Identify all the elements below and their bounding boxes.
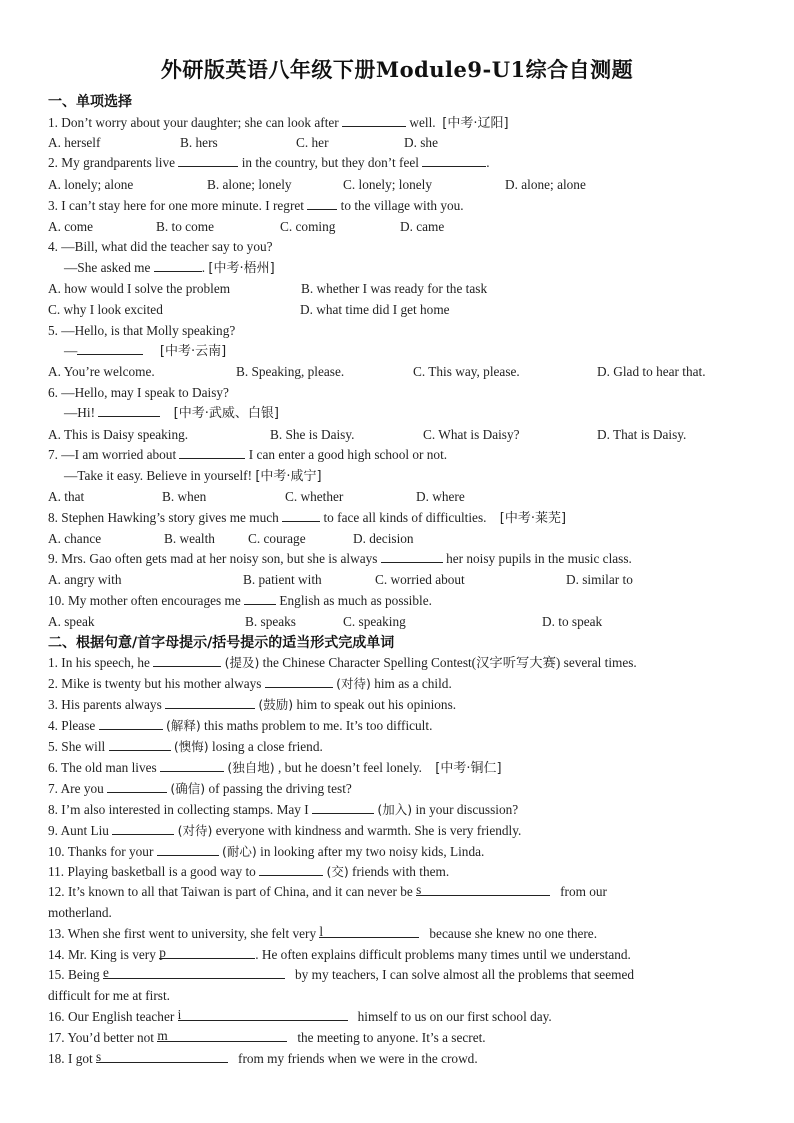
question-stem: 2. My grandparents live: [48, 155, 176, 170]
question-4-line2: [64, 259, 275, 277]
option-d[interactable]: D. to speak: [542, 614, 603, 629]
question-text: well.: [409, 115, 436, 130]
question-text: by my teachers, I can solve almost all the problems that seemed: [295, 967, 634, 982]
first-letter-hint: i: [177, 1007, 182, 1022]
fill-question-13: [48, 925, 597, 942]
question-stem: 1. Don’t worry about your daughter; she can look after: [48, 115, 339, 130]
option-d[interactable]: D. what time did I get home: [300, 302, 450, 317]
option-b[interactable]: B. to come: [156, 219, 214, 234]
question-7-line2: [64, 467, 322, 485]
question-text: of passing the driving test?: [208, 781, 352, 796]
option-d[interactable]: D. Glad to hear that.: [597, 364, 706, 379]
answer-blank[interactable]: [342, 114, 406, 127]
section-heading-choice: 一、单项选择: [48, 94, 132, 110]
question-text: I can enter a good high school or not.: [248, 447, 448, 462]
option-a[interactable]: A. herself: [48, 135, 101, 150]
fill-question-12: [48, 883, 607, 900]
option-c[interactable]: C. whether: [285, 489, 344, 504]
option-a[interactable]: A. how would I solve the problem: [48, 281, 231, 296]
question-stem: 9. Mrs. Gao often gets mad at her noisy son, but she is always: [48, 551, 378, 566]
question-stem: 7. —I am worried about: [48, 447, 177, 462]
bracket-hint: (鼓励): [258, 697, 294, 712]
option-d[interactable]: D. she: [404, 135, 438, 150]
option-c[interactable]: C. her: [296, 135, 329, 150]
question-2: [48, 154, 490, 171]
question-6: 6. —Hello, may I speak to Daisy?: [48, 385, 229, 400]
answer-blank[interactable]: [157, 1029, 287, 1042]
answer-blank[interactable]: [99, 717, 163, 730]
answer-blank[interactable]: [244, 592, 276, 605]
question-stem: 9. Aunt Liu: [48, 823, 109, 838]
question-stem: 3. His parents always: [48, 697, 162, 712]
question-text: , but he doesn’t feel lonely.: [277, 760, 422, 775]
question-text: in the country, but they don’t feel: [241, 155, 419, 170]
answer-blank[interactable]: [112, 822, 174, 835]
option-b[interactable]: B. speaks: [245, 614, 296, 629]
option-c[interactable]: C. What is Daisy?: [423, 427, 520, 442]
source-tag: [中考·铜仁]: [435, 761, 502, 776]
question-stem: 3. I can’t stay here for one more minute. I regret: [48, 198, 304, 213]
question-text: losing a close friend.: [212, 739, 323, 754]
question-stem: 10. My mother often encourages me: [48, 593, 241, 608]
option-b[interactable]: B. alone; lonely: [207, 177, 292, 192]
option-c[interactable]: C. coming: [280, 219, 336, 234]
bracket-hint: (对待): [336, 676, 371, 691]
question-7: [48, 446, 447, 463]
source-tag: [中考·咸宁]: [255, 469, 322, 484]
question-text: in your discussion?: [415, 802, 519, 817]
question-text: to face all kinds of difficulties.: [323, 510, 487, 525]
fill-question-1: [48, 654, 637, 671]
answer-blank[interactable]: [165, 696, 255, 709]
option-a[interactable]: A. angry with: [48, 572, 122, 587]
answer-blank[interactable]: [178, 154, 238, 167]
fill-question-18: [48, 1050, 478, 1067]
fill-question-5: [48, 738, 323, 755]
question-text: —Take it easy. Believe in yourself!: [64, 468, 252, 483]
answer-blank[interactable]: [319, 925, 419, 938]
option-a[interactable]: A. This is Daisy speaking.: [48, 427, 189, 442]
answer-blank[interactable]: [259, 863, 323, 876]
question-stem: 6. The old man lives: [48, 760, 157, 775]
fill-question-8: [48, 801, 518, 818]
question-text: —: [64, 343, 78, 358]
option-a[interactable]: A. You’re welcome.: [48, 364, 155, 379]
answer-blank[interactable]: [154, 259, 202, 272]
answer-blank[interactable]: [109, 738, 171, 751]
first-letter-hint: e: [103, 965, 109, 980]
bracket-hint: (确信): [170, 781, 206, 796]
question-text: in looking after my two noisy kids, Linda.: [260, 844, 485, 859]
question-stem: 5. She will: [48, 739, 106, 754]
question-text: from our: [560, 884, 607, 899]
fill-question-17: [48, 1029, 486, 1046]
section-heading-fill: 二、根据句意/首字母提示/括号提示的适当形式完成单词: [48, 635, 395, 651]
question-text: this maths problem to me. It’s too difficult.: [204, 718, 433, 733]
option-d[interactable]: D. where: [416, 489, 465, 504]
bracket-hint: (耐心): [222, 844, 257, 859]
answer-blank[interactable]: [157, 843, 219, 856]
fill-question-9: [48, 822, 521, 839]
question-stem: 13. When she first went to university, she felt very: [48, 926, 317, 941]
first-letter-hint: p: [159, 945, 166, 960]
question-text: from my friends when we were in the crowd.: [238, 1051, 478, 1066]
question-text: .: [486, 155, 490, 170]
question-text: him to speak out his opinions.: [296, 697, 457, 712]
question-text: —She asked me: [64, 260, 151, 275]
question-stem: 18. I got: [48, 1051, 93, 1066]
source-tag: [中考·梧州]: [208, 261, 275, 276]
option-d[interactable]: D. That is Daisy.: [597, 427, 687, 442]
fill-question-10: [48, 843, 484, 860]
option-c[interactable]: C. worried about: [375, 572, 465, 587]
option-c[interactable]: C. lonely; lonely: [343, 177, 433, 192]
answer-blank[interactable]: [416, 883, 550, 896]
first-letter-hint: l: [319, 924, 324, 939]
question-5-line2: [64, 342, 226, 360]
question-stem: 8. I’m also interested in collecting stamps. May I: [48, 802, 309, 817]
answer-blank[interactable]: [77, 342, 143, 355]
option-b[interactable]: B. hers: [180, 135, 218, 150]
question-stem: 10. Thanks for your: [48, 844, 154, 859]
answer-blank[interactable]: [381, 550, 443, 563]
question-text: to the village with you.: [340, 198, 464, 213]
question-8: [48, 509, 566, 527]
option-b[interactable]: B. Speaking, please.: [236, 364, 345, 379]
option-a[interactable]: A. chance: [48, 531, 102, 546]
option-c[interactable]: C. courage: [248, 531, 306, 546]
option-d[interactable]: D. similar to: [566, 572, 633, 587]
first-letter-hint: s: [416, 882, 422, 897]
fill-question-7: [48, 780, 352, 797]
option-d[interactable]: D. alone; alone: [505, 177, 586, 192]
option-c[interactable]: C. This way, please.: [413, 364, 520, 379]
bracket-hint: (解释): [165, 718, 201, 733]
option-d[interactable]: D. came: [400, 219, 445, 234]
option-a[interactable]: A. that: [48, 489, 85, 504]
option-c[interactable]: C. why I look excited: [48, 302, 163, 317]
question-text: the meeting to anyone. It’s a secret.: [297, 1030, 486, 1045]
question-1: [48, 114, 509, 132]
question-stem: 7. Are you: [48, 781, 104, 796]
question-stem: 15. Being: [48, 967, 100, 982]
question-text: friends with them.: [352, 864, 450, 879]
question-stem: 4. Please: [48, 718, 96, 733]
fill-question-15-cont: difficult for me at first.: [48, 988, 170, 1003]
question-stem: 14. Mr. King is very: [48, 947, 156, 962]
question-text: the Chinese Character Spelling Contest(汉字听写大赛) several times.: [262, 655, 637, 670]
source-tag: [中考·莱芜]: [499, 511, 567, 526]
question-stem: 17. You’d better not: [48, 1030, 155, 1045]
option-c[interactable]: C. speaking: [343, 614, 406, 629]
fill-question-11: [48, 863, 449, 880]
answer-blank[interactable]: [159, 946, 255, 959]
answer-blank[interactable]: [98, 404, 160, 417]
question-stem: 12. It’s known to all that Taiwan is part of China, and it can never be: [48, 884, 413, 899]
option-b[interactable]: B. when: [162, 489, 207, 504]
source-tag: [中考·云南]: [159, 344, 227, 359]
answer-blank[interactable]: [178, 1008, 348, 1021]
answer-blank[interactable]: [107, 780, 167, 793]
bracket-hint: (独自地): [227, 760, 275, 775]
option-d[interactable]: D. decision: [353, 531, 414, 546]
fill-question-15: [48, 966, 634, 983]
question-stem: 11. Playing basketball is a good way to: [48, 864, 256, 879]
bracket-hint: (加入): [377, 802, 413, 817]
answer-blank[interactable]: [422, 154, 486, 167]
answer-blank[interactable]: [153, 654, 221, 667]
option-a[interactable]: A. come: [48, 219, 94, 234]
answer-blank[interactable]: [307, 197, 337, 210]
bracket-hint: (懊悔): [173, 739, 209, 754]
answer-blank[interactable]: [103, 966, 285, 979]
question-3: [48, 197, 464, 214]
page-title: 外研版英语八年级下册Module9-U1综合自测题: [160, 57, 634, 82]
bracket-hint: (对待): [177, 823, 213, 838]
question-stem: 1. In his speech, he: [48, 655, 150, 670]
answer-blank[interactable]: [282, 509, 320, 522]
first-letter-hint: m: [157, 1028, 168, 1043]
question-6-line2: [64, 404, 279, 422]
bracket-hint: (提及): [224, 655, 260, 670]
answer-blank[interactable]: [312, 801, 374, 814]
question-text: him as a child.: [374, 676, 452, 691]
option-b[interactable]: B. whether I was ready for the task: [301, 281, 488, 296]
question-text: because she knew no one there.: [429, 926, 598, 941]
fill-question-4: [48, 717, 432, 734]
first-letter-hint: s: [96, 1049, 102, 1064]
source-tag: [中考·武威、白银]: [173, 406, 279, 421]
question-10: [48, 592, 432, 609]
fill-question-16: [48, 1008, 552, 1025]
question-text: her noisy pupils in the music class.: [446, 551, 632, 566]
option-b[interactable]: B. wealth: [164, 531, 215, 546]
question-text: . He often explains difficult problems many times until we understand.: [255, 947, 631, 962]
question-text: .: [201, 260, 206, 275]
option-b[interactable]: B. She is Daisy.: [270, 427, 355, 442]
option-a[interactable]: A. lonely; alone: [48, 177, 134, 192]
option-a[interactable]: A. speak: [48, 614, 95, 629]
question-text: English as much as possible.: [279, 593, 432, 608]
question-text: everyone with kindness and warmth. She is very friendly.: [215, 823, 522, 838]
question-4: 4. —Bill, what did the teacher say to you?: [48, 239, 273, 254]
answer-blank[interactable]: [96, 1050, 228, 1063]
question-stem: 8. Stephen Hawking’s story gives me much: [48, 510, 279, 525]
option-b[interactable]: B. patient with: [243, 572, 322, 587]
question-stem: 2. Mike is twenty but his mother always: [48, 676, 262, 691]
answer-blank[interactable]: [179, 446, 245, 459]
fill-question-12-cont: motherland.: [48, 905, 112, 920]
fill-question-14: [48, 946, 631, 963]
question-stem: 16. Our English teacher: [48, 1009, 175, 1024]
question-text: —Hi!: [64, 405, 96, 420]
source-tag: [中考·辽阳]: [442, 116, 509, 131]
question-9: [48, 550, 632, 567]
fill-question-6: [48, 759, 502, 777]
fill-question-2: [48, 675, 452, 692]
answer-blank[interactable]: [160, 759, 224, 772]
bracket-hint: (交): [326, 864, 349, 879]
question-5: 5. —Hello, is that Molly speaking?: [48, 323, 236, 338]
fill-question-3: [48, 696, 456, 713]
answer-blank[interactable]: [265, 675, 333, 688]
question-text: himself to us on our first school day.: [357, 1009, 552, 1024]
